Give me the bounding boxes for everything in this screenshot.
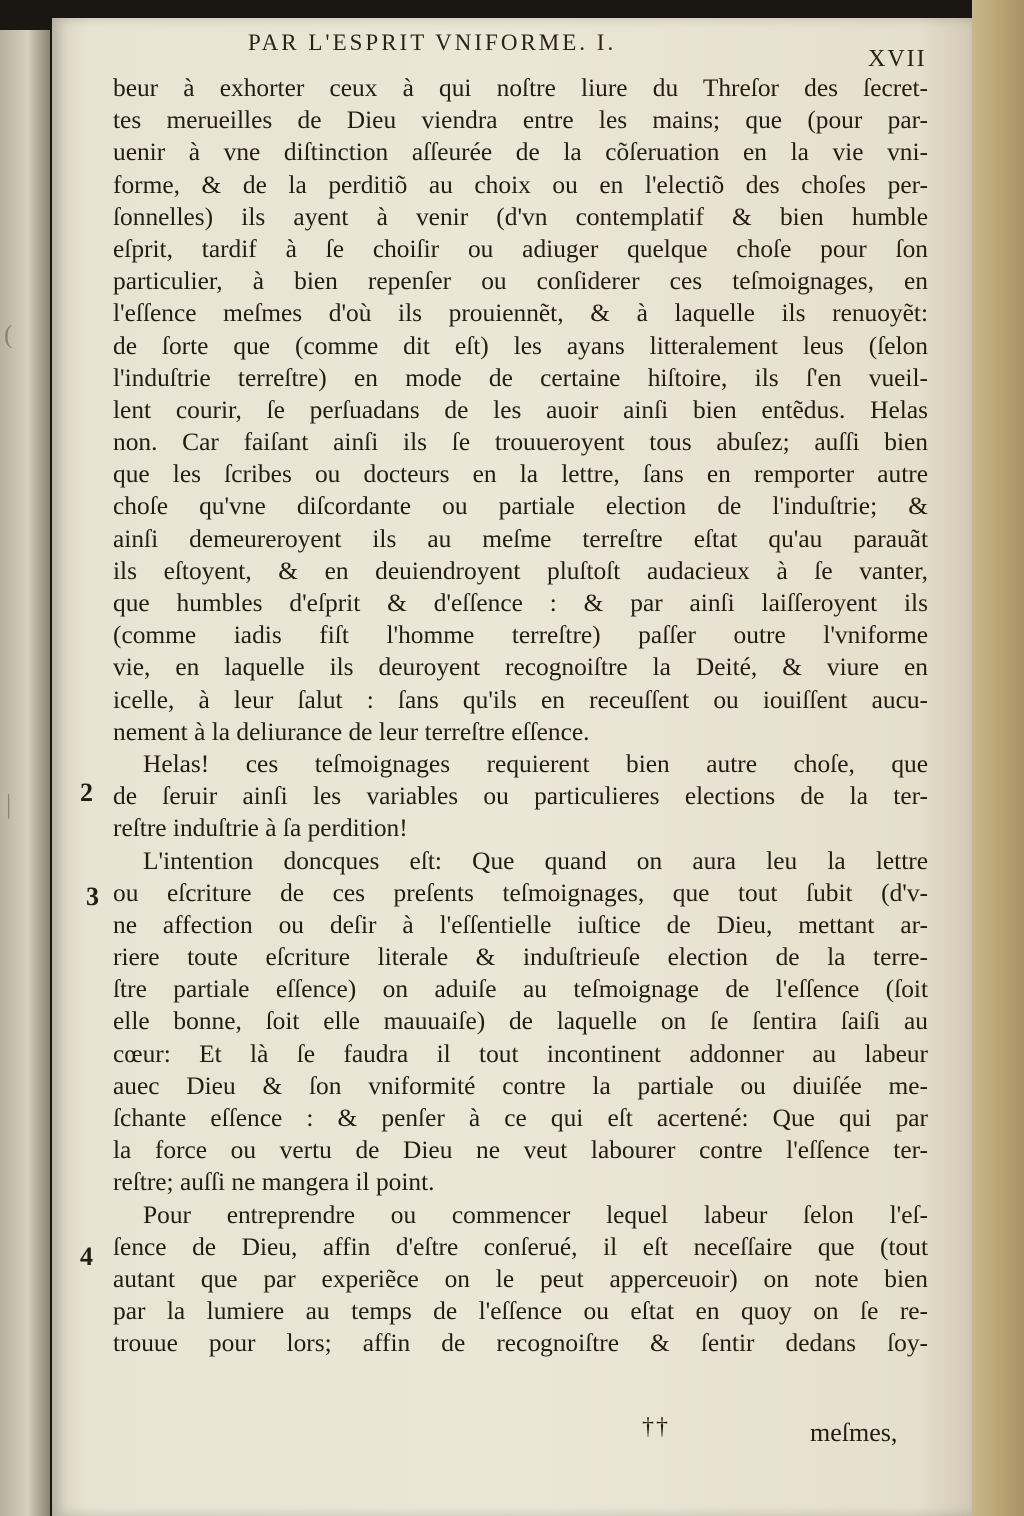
text-line: reſtre; auſſi ne mangera il point.	[113, 1168, 435, 1197]
text-line: de ſeruir ainſi les variables ou particulieres elections de la ter-	[113, 782, 928, 811]
text-line: ou eſcriture de ces preſents teſmoignages, que tout ſubit (d'v-	[113, 878, 928, 907]
paragraph-number: 2	[80, 778, 93, 807]
text-line: tes merueilles de Dieu viendra entre les mains; que (pour par-	[113, 106, 928, 135]
paragraph-number: 4	[80, 1242, 93, 1271]
text-line: ſence de Dieu, affin d'eſtre conſerué, il eſt neceſſaire que (tout	[113, 1232, 928, 1261]
text-line: icelle, à leur ſalut : ſans qu'ils en receuſſent ou iouiſſent aucu-	[113, 685, 928, 714]
text-line: (comme iadis fiſt l'homme terreſtre) paſſer outre l'vniforme	[113, 621, 928, 650]
text-line: auec Dieu & ſon vniformité contre la partiale ou diuiſée me-	[113, 1071, 928, 1100]
text-line: eſprit, tardif à ſe choiſir ou adiuger quelque choſe pour ſon	[113, 234, 928, 263]
text-line: Helas! ces teſmoignages requierent bien autre choſe, que	[143, 749, 928, 778]
text-line: choſe qu'vne diſcordante ou partiale election de l'induſtrie; &	[113, 492, 928, 521]
text-line: ainſi demeureroyent ils au meſme terreſtre eſtat qu'au parauãt	[113, 524, 928, 553]
body-text	[113, 72, 928, 1360]
text-line: par la lumiere au temps de l'eſſence ou eſtat en quoy on ſe re-	[113, 1297, 928, 1326]
previous-page-edge	[0, 30, 50, 1516]
text-line: ne affection ou deſir à l'eſſentielle iuſtice de Dieu, mettant ar-	[113, 910, 928, 939]
text-line: reſtre induſtrie à ſa perdition!	[113, 814, 408, 843]
signature-mark: ††	[642, 1414, 670, 1440]
text-line: lent courir, ſe perſuadans de les auoir ainſi bien entẽdus. Helas	[113, 395, 928, 424]
text-line: nement à la deliurance de leur terreſtre eſſence.	[113, 717, 590, 746]
text-line: L'intention doncques eſt: Que quand on aura leu la lettre	[143, 846, 928, 875]
text-line: ſchante eſſence : & penſer à ce qui eſt acertené: Que qui par	[113, 1104, 928, 1132]
text-line: non. Car faiſant ainſi ils ſe trouueroyent tous abuſez; auſſi bien	[113, 428, 928, 457]
show-through-mark: |	[6, 790, 12, 819]
text-line: que humbles d'eſprit & d'eſſence : & par ainſi laiſſeroyent ils	[113, 589, 928, 617]
running-head: PAR L'ESPRIT VNIFORME. I.	[248, 30, 617, 55]
catchword: meſmes,	[810, 1418, 898, 1447]
text-line: l'eſſence meſmes d'où ils prouiennẽt, & à laquelle ils renuoyẽt:	[113, 299, 928, 328]
text-line: vie, en laquelle ils deuroyent recognoiſtre la Deité, & viure en	[113, 653, 928, 682]
text-line: autant que par experiẽce on le peut apperceuoir) on note bien	[113, 1264, 928, 1293]
show-through-mark: (	[4, 320, 13, 349]
folio-number: XVII	[868, 46, 927, 72]
text-line: ſtre partiale eſſence) on aduiſe au teſmoignage de l'eſſence (ſoit	[113, 975, 928, 1004]
text-line: Pour entreprendre ou commencer lequel labeur ſelon l'eſ-	[143, 1200, 928, 1229]
text-line: ils eſtoyent, & en deuiendroyent pluſtoſt audacieux à ſe vanter,	[113, 556, 928, 585]
paragraph-number: 3	[86, 882, 99, 911]
text-line: riere toute eſcriture literale & induſtrieuſe election de la terre-	[113, 943, 928, 972]
text-line: de ſorte que (comme dit eſt) les ayans litteralement leus (ſelon	[113, 331, 928, 360]
text-line: trouue pour lors; affin de recognoiſtre & ſentir dedans ſoy-	[113, 1329, 928, 1358]
page-fore-edge	[972, 0, 1024, 1516]
text-line: cœur: Et là ſe faudra il tout incontinent addonner au labeur	[113, 1039, 928, 1068]
text-line: ſonnelles) ils ayent à venir (d'vn contemplatif & bien humble	[113, 202, 928, 231]
text-line: particulier, à bien repenſer ou conſiderer ces teſmoignages, en	[113, 267, 928, 296]
text-line: forme, & de la perditiõ au choix ou en l'electiõ des choſes per-	[113, 170, 928, 199]
text-line: beur à exhorter ceux à qui noſtre liure du Threſor des ſecret-	[113, 74, 928, 102]
text-line: la force ou vertu de Dieu ne veut labourer contre l'eſſence ter-	[113, 1136, 928, 1165]
text-line: l'induſtrie terreſtre) en mode de certaine hiſtoire, ils ſ'en vueil-	[113, 363, 928, 392]
text-line: que les ſcribes ou docteurs en la lettre, ſans en remporter autre	[113, 460, 928, 489]
text-line: uenir à vne diſtinction aſſeurée de la cõſeruation en la vie vni-	[113, 138, 928, 167]
text-line: elle bonne, ſoit elle mauuaiſe) de laquelle on ſe ſentira ſaiſi au	[113, 1007, 928, 1036]
